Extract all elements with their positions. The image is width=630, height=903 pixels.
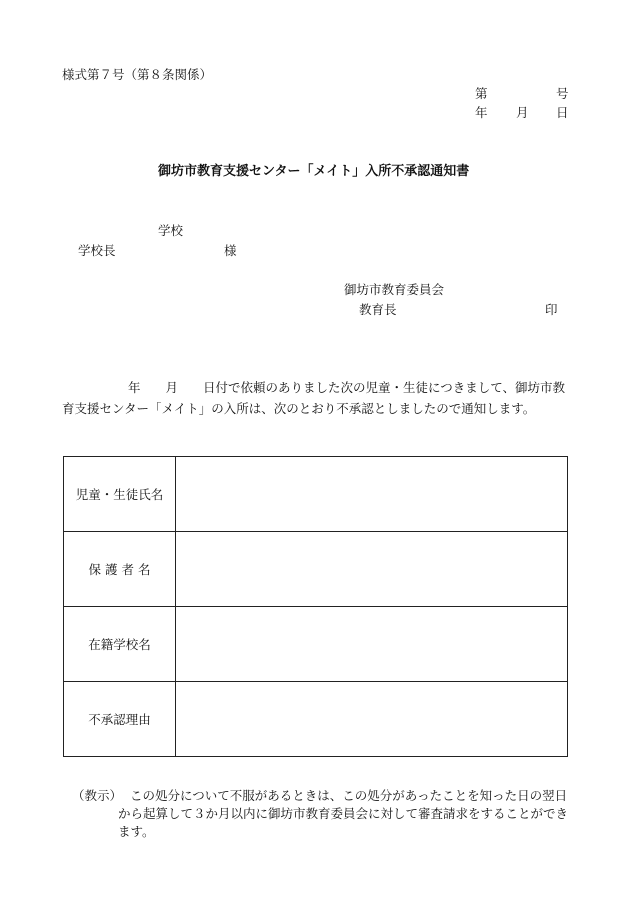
page-title: 御坊市教育支援センター「メイト」入所不承認通知書: [158, 164, 470, 179]
notice-text: この処分について不服があるときは、この処分があったことを知った日の翌日から起算して３か月以内に御坊市教育委員会に対して審査請求をすることができます。: [118, 788, 569, 839]
doc-number-suffix: 号: [556, 86, 569, 101]
table-row: [64, 457, 568, 532]
row-label-student-name: 児童・生徒氏名: [64, 457, 176, 532]
recipient-honorific: 様: [224, 243, 237, 258]
row-value-guardian-name: [176, 532, 568, 607]
recipient-school: 学校: [158, 223, 184, 238]
seal-mark: 印: [545, 302, 558, 317]
row-label-reason: 不承認理由: [64, 682, 176, 757]
form-number: 様式第７号（第８条関係）: [62, 67, 213, 82]
date-year: 年: [475, 105, 488, 120]
row-label-guardian-name: 保 護 者 名: [64, 532, 176, 607]
doc-number-prefix: 第: [475, 86, 488, 101]
date-month: 月: [516, 105, 529, 120]
row-value-school-name: [176, 607, 568, 682]
info-table: [63, 456, 568, 757]
notice-block: [72, 787, 572, 841]
table-row: [64, 682, 568, 757]
sender-org: 御坊市教育委員会: [344, 282, 445, 297]
notice-label: （教示）: [72, 788, 123, 803]
sender-title: 教育長: [359, 302, 397, 317]
table-row: [64, 607, 568, 682]
table-row: [64, 532, 568, 607]
row-value-reason: [176, 682, 568, 757]
date-day: 日: [556, 105, 569, 120]
row-value-student-name: [176, 457, 568, 532]
body-paragraph: 年 月 日付で依頼のありました次の児童・生徒につきまして、御坊市教育支援センター「メイト」の入所は、次のとおり不承認としましたので通知します。: [62, 380, 566, 416]
row-label-school-name: 在籍学校名: [64, 607, 176, 682]
recipient-principal: 学校長: [78, 243, 116, 258]
